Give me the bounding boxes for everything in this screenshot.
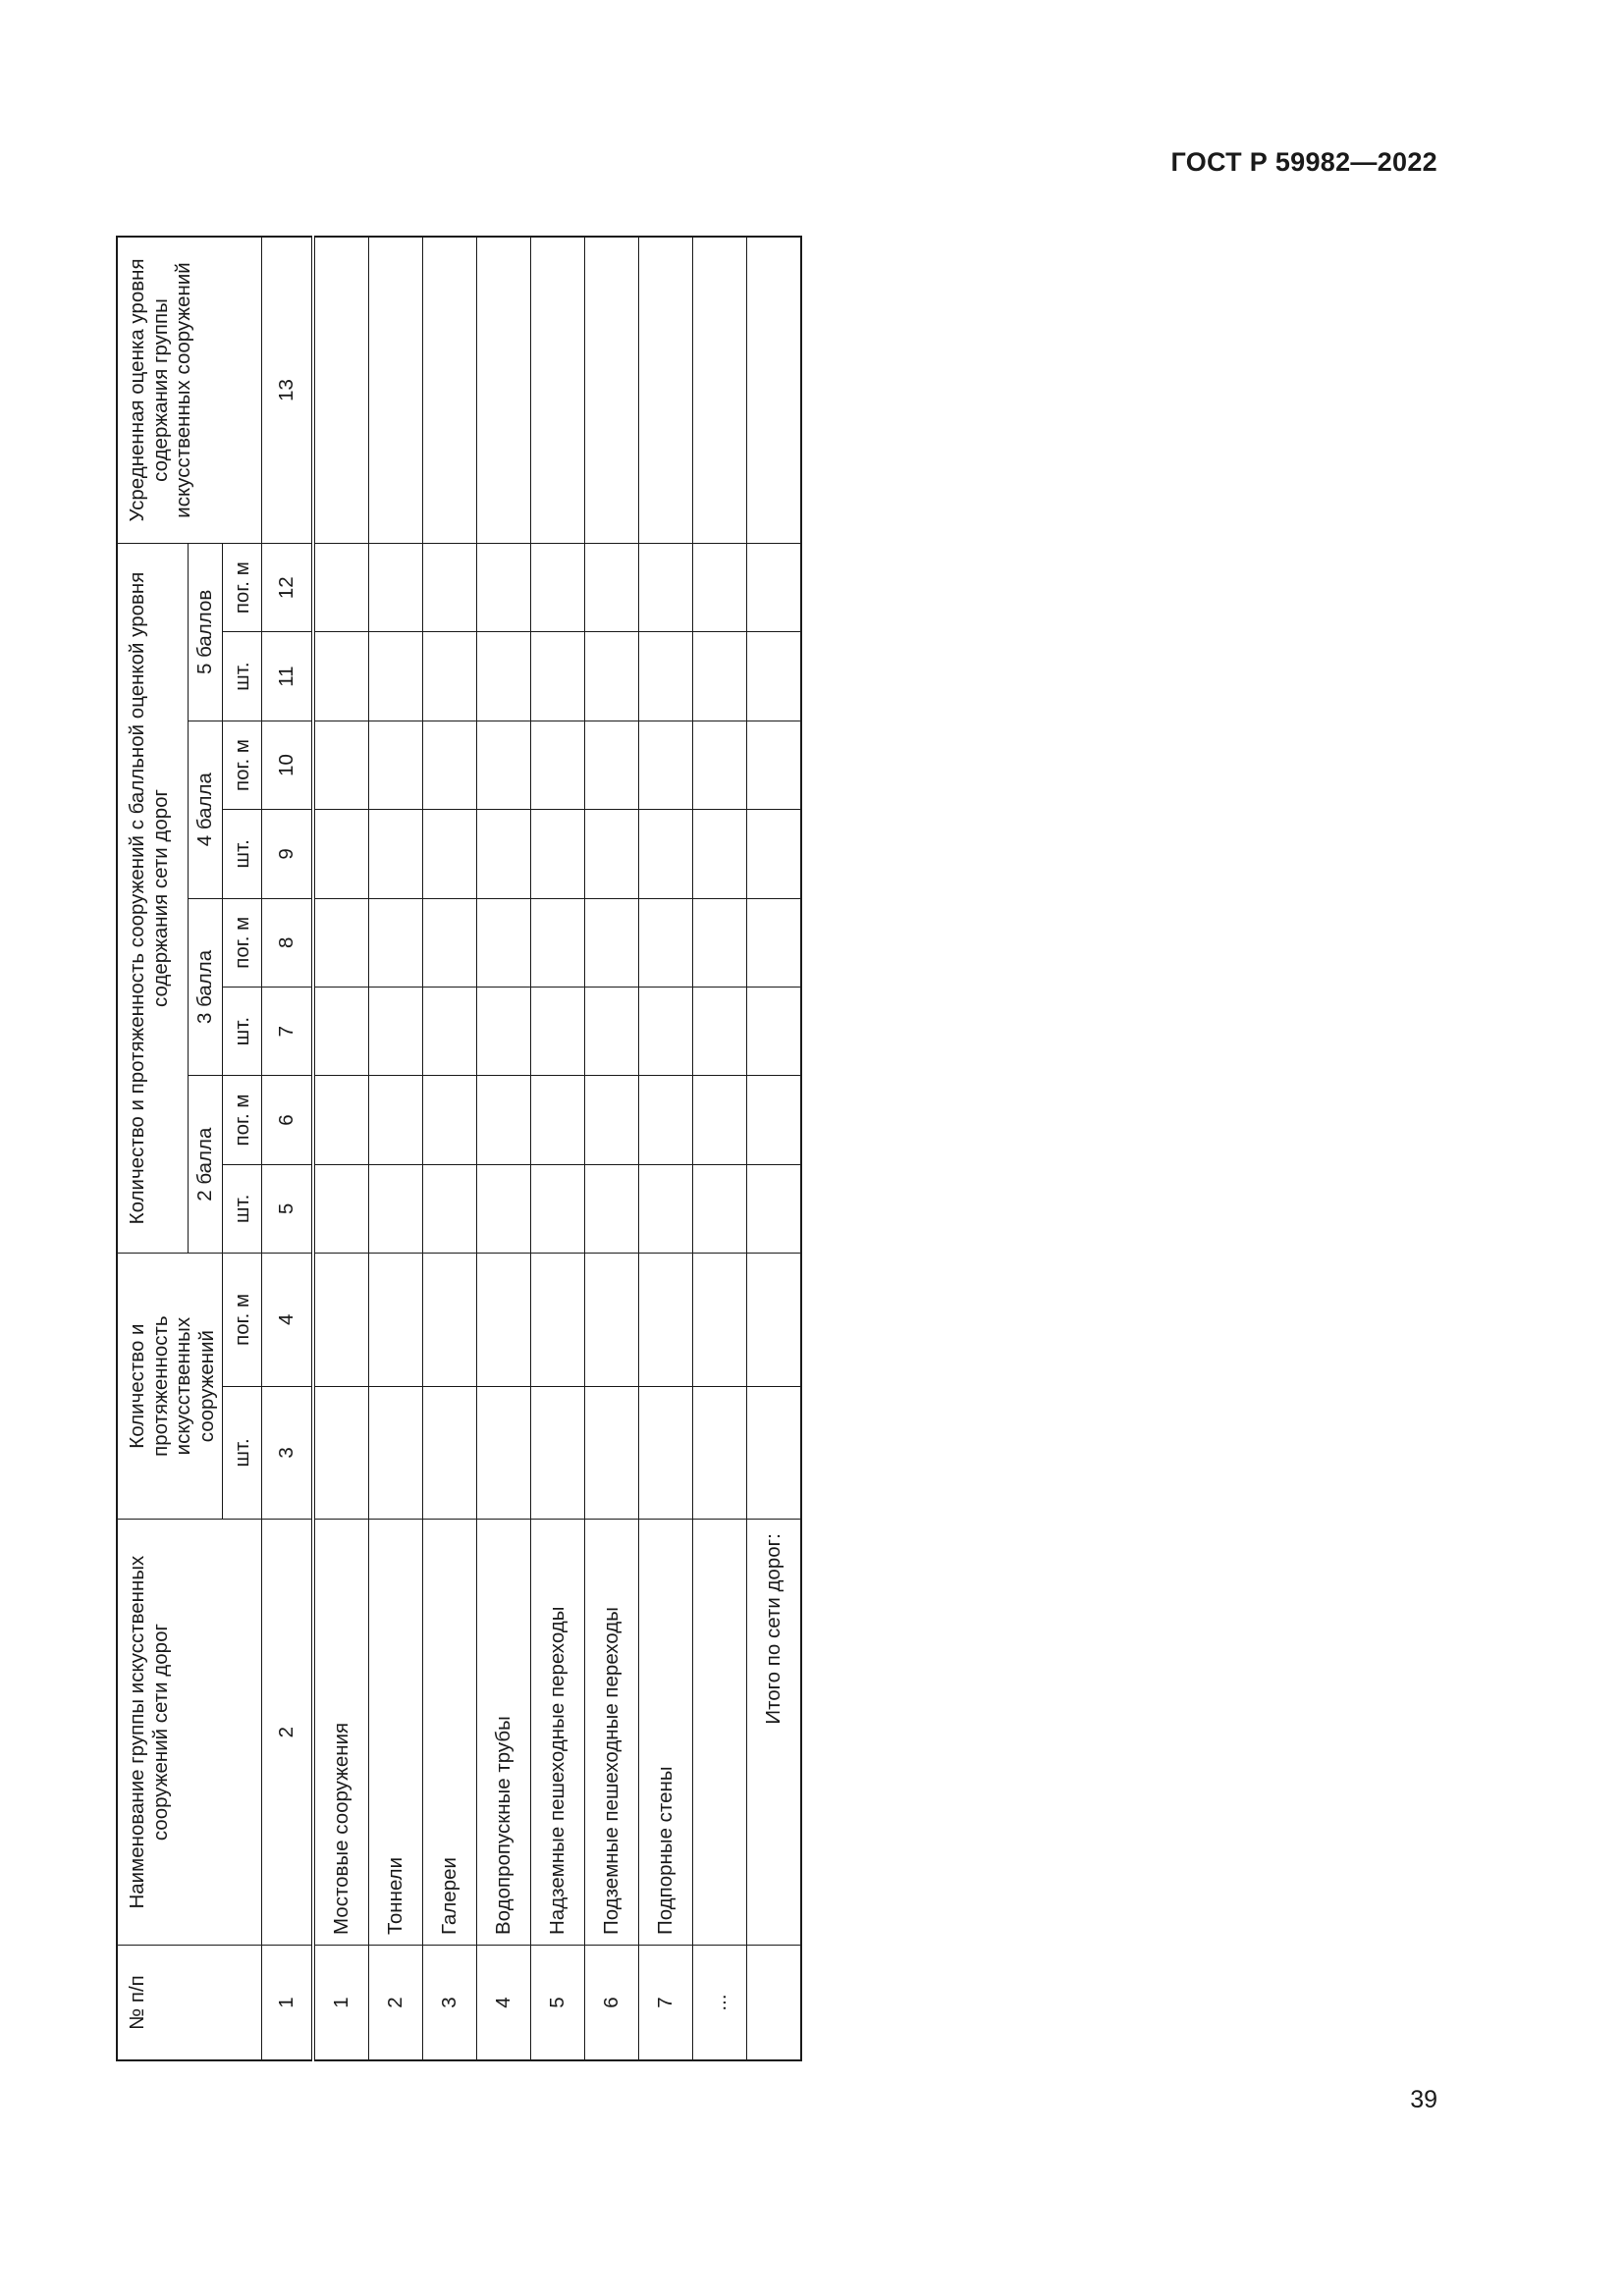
column-number: 1 bbox=[262, 1946, 314, 2060]
row-name bbox=[693, 1520, 747, 1946]
column-number: 8 bbox=[262, 898, 314, 987]
column-number: 12 bbox=[262, 543, 314, 631]
unit-pieces: шт. bbox=[223, 632, 262, 721]
page-number: 39 bbox=[1410, 2086, 1437, 2113]
structures-table bbox=[116, 236, 802, 2061]
row-number: 6 bbox=[585, 1946, 639, 2060]
row-number: 2 bbox=[369, 1946, 423, 2060]
column-number: 9 bbox=[262, 810, 314, 898]
header-score-3: 3 балла bbox=[188, 898, 223, 1076]
total-label: Итого по сети дорог: bbox=[747, 1520, 802, 1946]
header-score-2: 2 балла bbox=[188, 1076, 223, 1254]
table-row bbox=[585, 237, 639, 2060]
header-score-5: 5 баллов bbox=[188, 543, 223, 721]
row-name: Мостовые сооружения bbox=[313, 1520, 369, 1946]
row-number: 7 bbox=[639, 1946, 693, 2060]
header-number: № п/п bbox=[117, 1946, 262, 2060]
row-name: Подземные пешеходные переходы bbox=[585, 1520, 639, 1946]
row-number: 5 bbox=[531, 1946, 585, 2060]
column-number: 11 bbox=[262, 632, 314, 721]
column-number: 7 bbox=[262, 987, 314, 1075]
table-row bbox=[639, 237, 693, 2060]
document-code: ГОСТ Р 59982—2022 bbox=[1170, 147, 1437, 177]
unit-pieces: шт. bbox=[223, 1164, 262, 1253]
table-row bbox=[477, 237, 531, 2060]
unit-meters: пог. м bbox=[223, 1076, 262, 1164]
row-number: 4 bbox=[477, 1946, 531, 2060]
unit-pieces: шт. bbox=[223, 810, 262, 898]
unit-meters: пог. м bbox=[223, 543, 262, 631]
column-number: 13 bbox=[262, 237, 314, 543]
table-row bbox=[423, 237, 477, 2060]
header-score-4: 4 балла bbox=[188, 721, 223, 898]
unit-pieces: шт. bbox=[223, 987, 262, 1075]
table-row bbox=[369, 237, 423, 2060]
header-average-score: Усредненная оценка уровня содержания группы искусственных сооружений bbox=[117, 237, 262, 543]
unit-pieces: шт. bbox=[223, 1386, 262, 1520]
table-row bbox=[313, 237, 369, 2060]
row-number: 3 bbox=[423, 1946, 477, 2060]
header-by-score: Количество и протяженность сооружений с балльной оценкой уровня содержания сети дорог bbox=[117, 543, 188, 1253]
header-count-length: Количество и протяженность искусственных сооружений bbox=[117, 1254, 223, 1520]
header-name: Наименование группы искусственных сооружений сети дорог bbox=[117, 1520, 262, 1946]
row-name: Галереи bbox=[423, 1520, 477, 1946]
unit-meters: пог. м bbox=[223, 721, 262, 809]
table-row bbox=[531, 237, 585, 2060]
unit-meters: пог. м bbox=[223, 898, 262, 987]
row-name: Подпорные стены bbox=[639, 1520, 693, 1946]
row-name: Тоннели bbox=[369, 1520, 423, 1946]
total-row bbox=[747, 237, 802, 2060]
column-number: 5 bbox=[262, 1164, 314, 1253]
unit-meters: пог. м bbox=[223, 1254, 262, 1387]
column-number: 6 bbox=[262, 1076, 314, 1164]
row-number: ... bbox=[693, 1946, 747, 2060]
column-number: 3 bbox=[262, 1386, 314, 1520]
row-number: 1 bbox=[313, 1946, 369, 2060]
row-name: Водопропускные трубы bbox=[477, 1520, 531, 1946]
table-row bbox=[693, 237, 747, 2060]
column-number: 10 bbox=[262, 721, 314, 809]
table-landscape-wrapper bbox=[116, 236, 785, 2061]
rotated-table-frame bbox=[116, 236, 785, 2061]
column-number: 2 bbox=[262, 1520, 314, 1946]
column-number-row bbox=[262, 237, 314, 2060]
column-number: 4 bbox=[262, 1254, 314, 1387]
row-name: Надземные пешеходные переходы bbox=[531, 1520, 585, 1946]
